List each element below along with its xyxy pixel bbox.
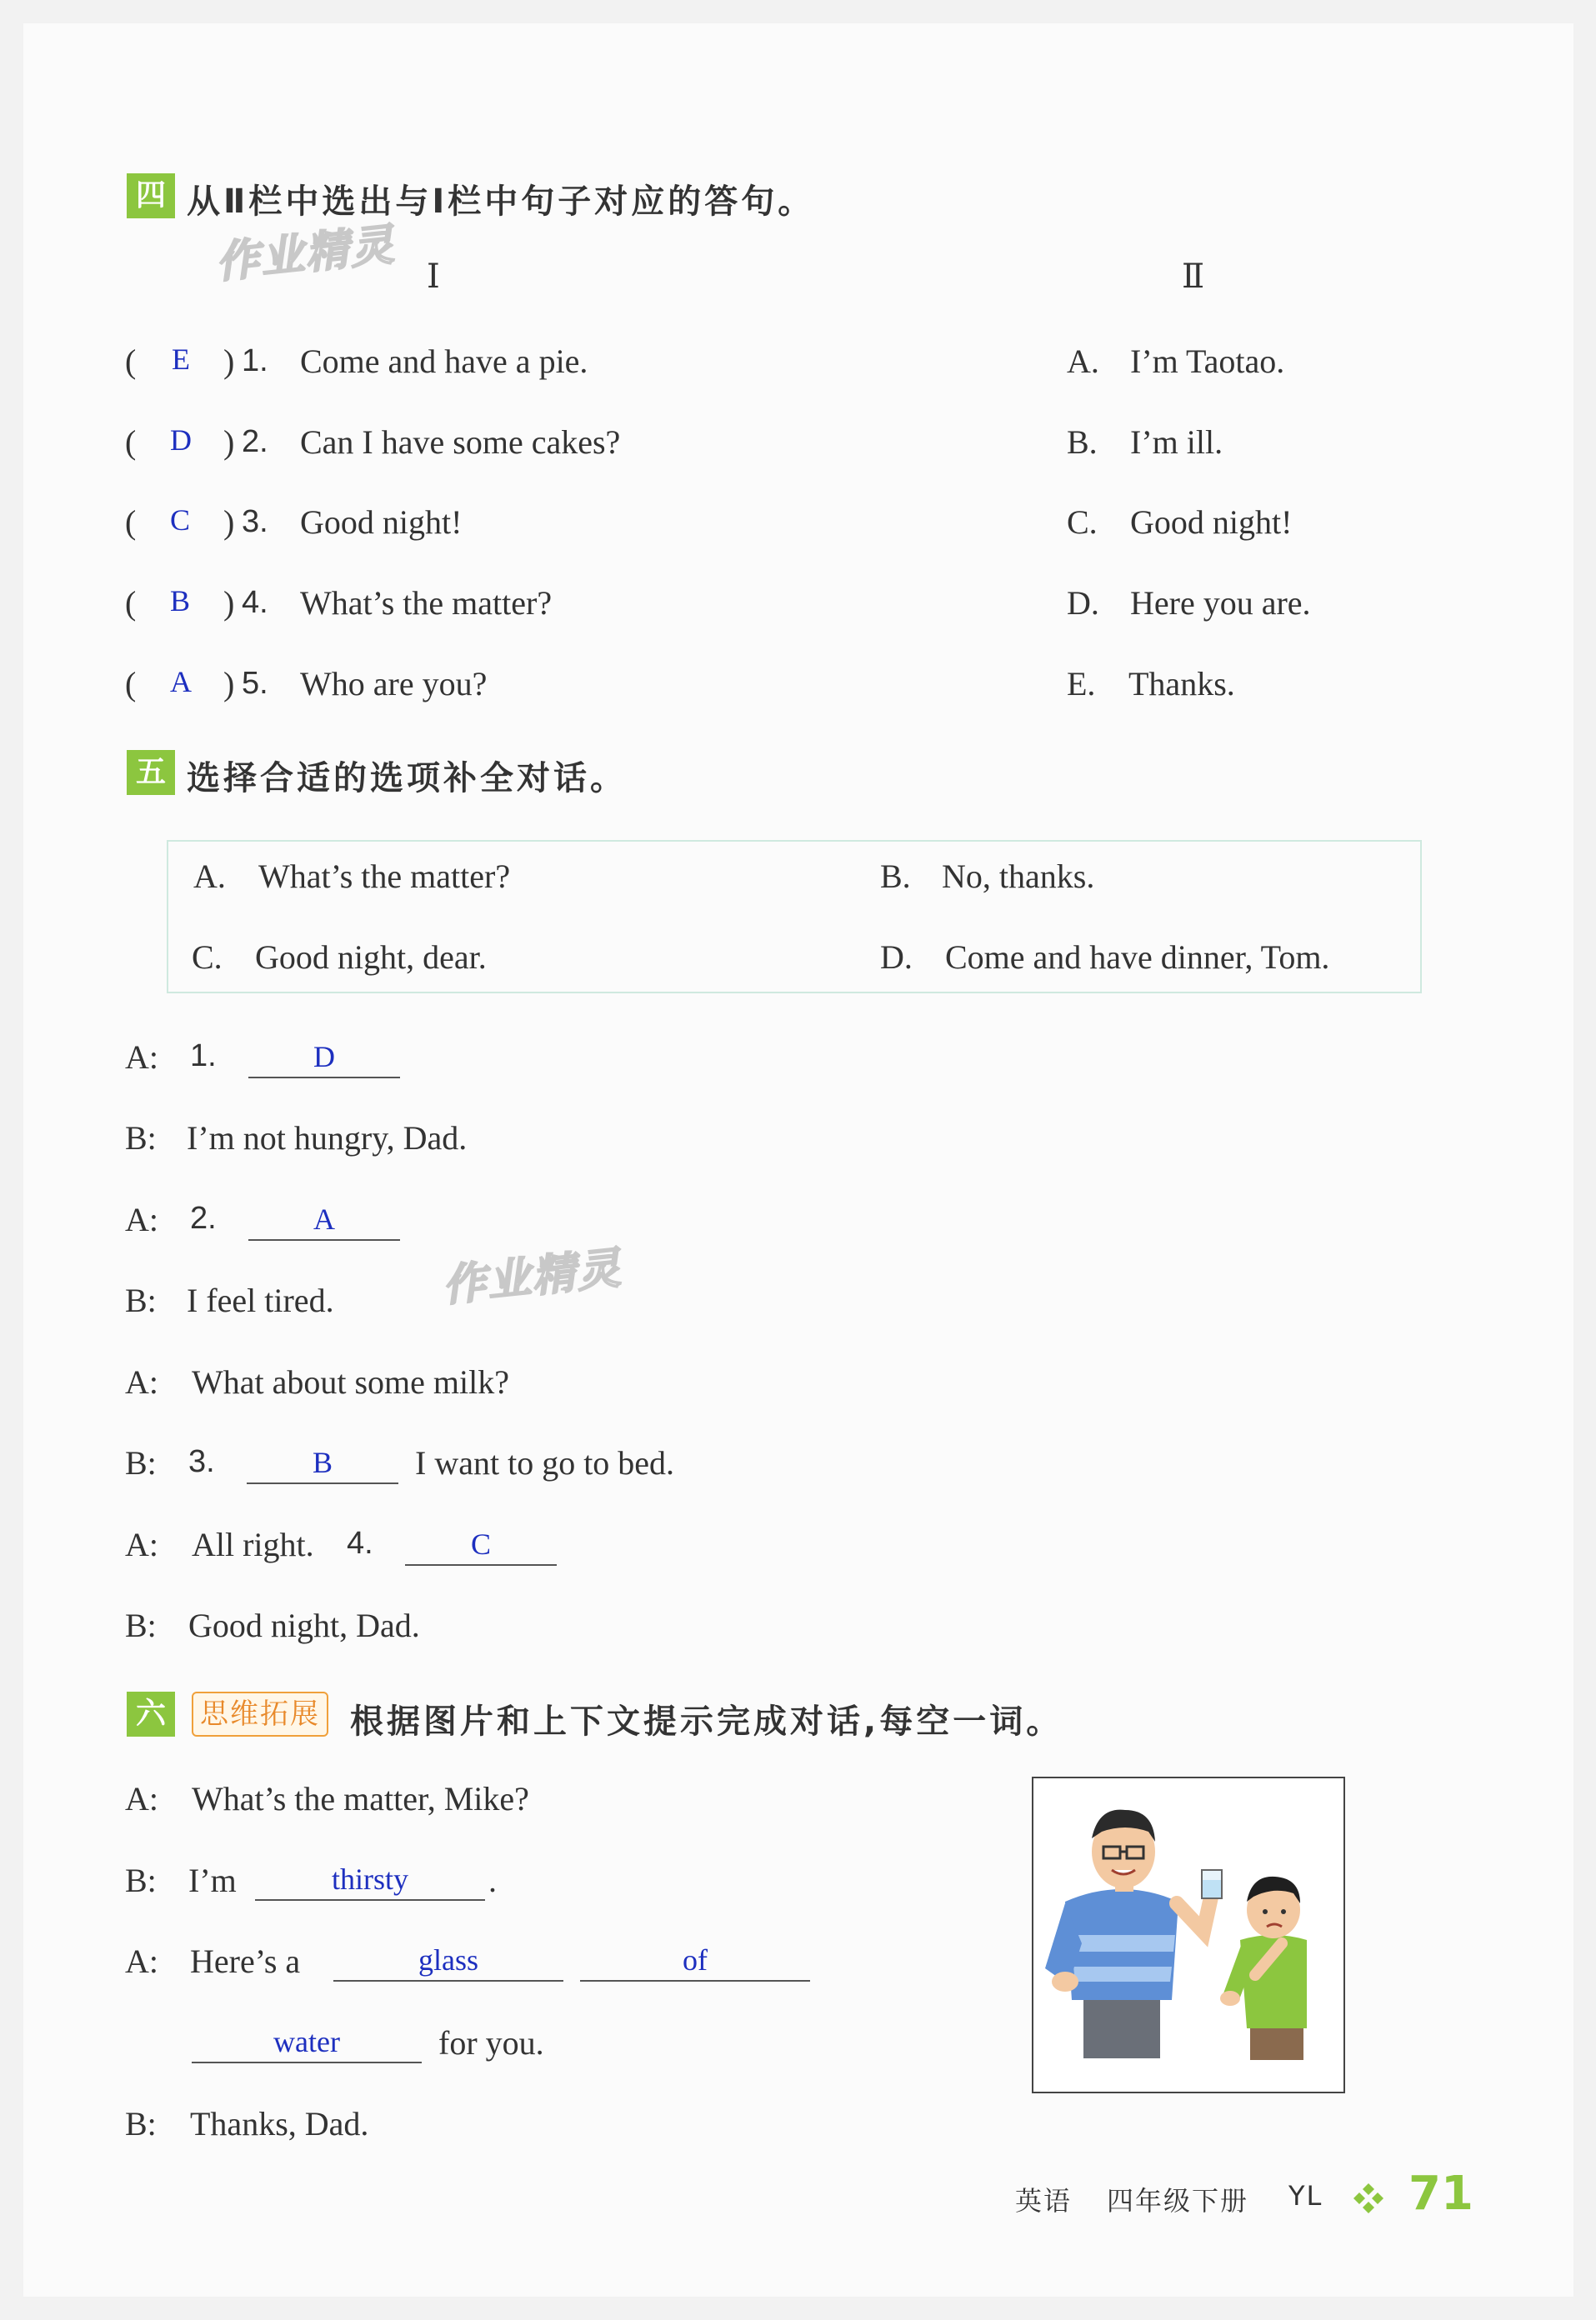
glass-of-water	[1202, 1870, 1222, 1898]
dialogue-blank-4[interactable]	[405, 1524, 557, 1566]
option-letter-e: E.	[1067, 665, 1096, 702]
section-6-title: 根据图片和上下文提示完成对话,每空一词。	[350, 1702, 1063, 1741]
s6-blank-thirsty[interactable]	[255, 1859, 485, 1901]
watermark-middle: 作业精灵	[440, 1242, 625, 1312]
box-letter-c: C.	[192, 938, 223, 976]
section-6-badge: 六	[127, 1692, 175, 1737]
item-text-4: What’s the matter?	[300, 584, 553, 622]
item-number-4: 4.	[242, 585, 268, 620]
s6-line-1: What’s the matter, Mike?	[192, 1780, 529, 1818]
paren-close: )	[223, 584, 235, 622]
dialogue-line-6-after: I want to go to bed.	[415, 1444, 675, 1482]
speaker-label: A:	[125, 1201, 158, 1238]
s6-blank-glass[interactable]	[333, 1940, 563, 1982]
dialogue-line-4: I feel tired.	[187, 1282, 334, 1319]
speaker-label: B:	[125, 1862, 157, 1899]
s6-line-2-pre: I’m	[188, 1862, 237, 1899]
box-letter-a: A.	[193, 858, 226, 895]
box-text-b: No, thanks.	[942, 858, 1095, 895]
option-text-a: I’m Taotao.	[1130, 342, 1285, 380]
box-letter-d: D.	[880, 938, 913, 976]
section-5-badge: 五	[127, 750, 175, 795]
blank-number-1: 1.	[190, 1038, 217, 1073]
footer-grade: 四年级下册	[1107, 2185, 1249, 2217]
matching-answer-3: C	[170, 503, 191, 537]
s6-answer-glass: glass	[418, 1943, 478, 1977]
column-1-header: Ⅰ	[427, 258, 440, 295]
speaker-label: B:	[125, 2105, 157, 2142]
speaker-label: A:	[125, 1942, 158, 1980]
s6-line-3-pre: Here’s a	[190, 1942, 301, 1980]
item-text-5: Who are you?	[300, 665, 488, 702]
paren-close: )	[223, 342, 235, 380]
item-number-1: 1.	[242, 343, 268, 378]
s6-blank-water[interactable]	[192, 2022, 422, 2063]
dialogue-answer-2: A	[313, 1202, 335, 1236]
s6-line-5: Thanks, Dad.	[190, 2105, 369, 2142]
dialogue-line-7-pre: All right.	[192, 1526, 314, 1563]
speaker-label: B:	[125, 1119, 157, 1157]
paren-open: (	[125, 503, 137, 541]
speaker-label: A:	[125, 1526, 158, 1563]
matching-answer-5: A	[170, 665, 192, 698]
speaker-label: B:	[125, 1607, 157, 1644]
dialogue-answer-1: D	[313, 1040, 335, 1073]
blank-number-3: 3.	[188, 1444, 215, 1479]
s6-line-2-post: .	[488, 1862, 497, 1899]
option-text-e: Thanks.	[1128, 665, 1235, 702]
diamond-icon	[1352, 2182, 1385, 2215]
dialogue-answer-3: B	[312, 1446, 333, 1479]
thinking-extension-tag: 思维拓展	[192, 1692, 328, 1737]
s6-answer-water: water	[273, 2025, 340, 2058]
dad-and-boy-illustration	[1032, 1777, 1345, 2093]
s6-answer-thirsty: thirsty	[331, 1862, 408, 1896]
item-number-5: 5.	[242, 666, 268, 701]
dialogue-line-2: I’m not hungry, Dad.	[187, 1119, 468, 1157]
dialogue-blank-2[interactable]	[248, 1199, 400, 1241]
item-number-3: 3.	[242, 504, 268, 539]
option-text-b: I’m ill.	[1130, 423, 1223, 461]
footer-subject: 英语	[1015, 2185, 1073, 2217]
box-text-c: Good night, dear.	[255, 938, 487, 976]
item-text-1: Come and have a pie.	[300, 342, 588, 380]
item-text-3: Good night!	[300, 503, 463, 541]
item-text-2: Can I have some cakes?	[300, 423, 621, 461]
paren-open: (	[125, 584, 137, 622]
matching-answer-2: D	[170, 423, 192, 457]
paren-open: (	[125, 423, 137, 461]
option-text-c: Good night!	[1130, 503, 1293, 541]
option-letter-a: A.	[1067, 342, 1099, 380]
section-4-badge: 四	[127, 173, 175, 218]
option-letter-c: C.	[1067, 503, 1098, 541]
s6-blank-of[interactable]	[580, 1940, 810, 1982]
paren-open: (	[125, 665, 137, 702]
s6-answer-of: of	[683, 1943, 708, 1977]
section-5-title: 选择合适的选项补全对话。	[187, 759, 627, 798]
paren-close: )	[223, 503, 235, 541]
speaker-label: B:	[125, 1444, 157, 1482]
s6-line-4-post: for you.	[438, 2024, 544, 2062]
option-text-d: Here you are.	[1130, 584, 1311, 622]
paren-close: )	[223, 423, 235, 461]
section-4-title: 从Ⅱ栏中选出与Ⅰ栏中句子对应的答句。	[187, 182, 815, 221]
dialogue-blank-1[interactable]	[248, 1037, 400, 1078]
watermark-top: 作业精灵	[213, 219, 398, 289]
box-letter-b: B.	[880, 858, 911, 895]
speaker-label: A:	[125, 1363, 158, 1401]
matching-answer-1: E	[172, 342, 190, 376]
speaker-label: A:	[125, 1038, 158, 1076]
speaker-label: B:	[125, 1282, 157, 1319]
dialogue-blank-3[interactable]	[247, 1442, 398, 1484]
dialogue-line-8: Good night, Dad.	[188, 1607, 420, 1644]
matching-answer-4: B	[170, 584, 191, 618]
footer-edition: YL	[1288, 2180, 1323, 2212]
speaker-label: A:	[125, 1780, 158, 1818]
blank-number-2: 2.	[190, 1201, 217, 1236]
blank-number-4: 4.	[347, 1526, 373, 1561]
paren-open: (	[125, 342, 137, 380]
dialogue-answer-4: C	[470, 1528, 491, 1561]
column-2-header: Ⅱ	[1182, 258, 1205, 295]
option-letter-b: B.	[1067, 423, 1098, 461]
page-number: 71	[1408, 2167, 1473, 2221]
paren-close: )	[223, 665, 235, 702]
box-text-a: What’s the matter?	[258, 858, 511, 895]
option-letter-d: D.	[1067, 584, 1099, 622]
dialogue-line-5: What about some milk?	[192, 1363, 510, 1401]
item-number-2: 2.	[242, 424, 268, 459]
box-text-d: Come and have dinner, Tom.	[945, 938, 1330, 976]
